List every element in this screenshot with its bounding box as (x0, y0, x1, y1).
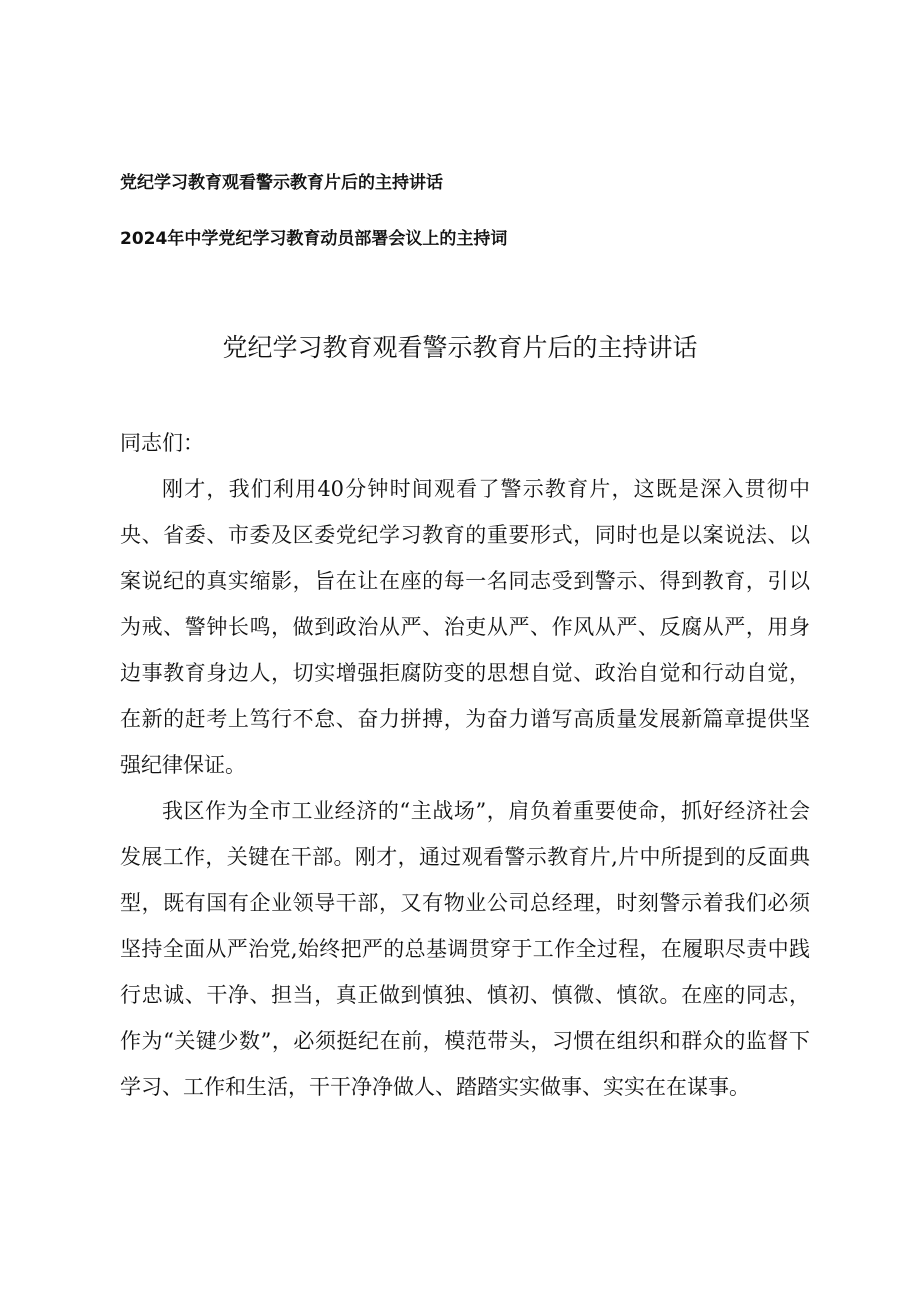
document-title: 党纪学习教育观看警示教育片后的主持讲话 (222, 333, 698, 362)
document-body (120, 420, 810, 1110)
paragraph-1: 刚才，我们利用40分钟时间观看了警示教育片，这既是深入贯彻中央、省委、市委及区委党纪学习教育的重要形式，同时也是以案说法、以案说纪的真实缩影，旨在让在座的每一名同志受到警示、得到教育，引以为戒、警钟长鸣，做到政治从严、治吏从严、作风从严、反腐从严，用身边事教育身边人，切实增强拒腐防变的思想自觉、政治自觉和行动自觉，在新的赶考上笃行不怠、奋力拼搏，为奋力谱写高质量发展新篇章提供坚强纪律保证。 (120, 477, 810, 777)
table-of-contents (120, 172, 820, 250)
salutation: 同志们： (120, 431, 204, 455)
paragraph-2: 我区作为全市工业经济的“主战场”，肩负着重要使命，抓好经济社会发展工作，关键在干部。刚才，通过观看警示教育片,片中所提到的反面典型，既有国有企业领导干部，又有物业公司总经理，时刻警示着我们必须坚持全面从严治党,始终把严的总基调贯穿于工作全过程，在履职尽责中践行忠诚、干净、担当，真正做到慎独、慎初、慎微、慎欲。在座的同志，作为“关键少数”，必须挺纪在前，模范带头，习惯在组织和群众的监督下学习、工作和生活，干干净净做人、踏踏实实做事、实实在在谋事。 (120, 799, 810, 1099)
toc-item-1: 党纪学习教育观看警示教育片后的主持讲话 (120, 173, 443, 193)
toc-item-2: 2024年中学党纪学习教育动员部署会议上的主持词 (120, 229, 508, 249)
